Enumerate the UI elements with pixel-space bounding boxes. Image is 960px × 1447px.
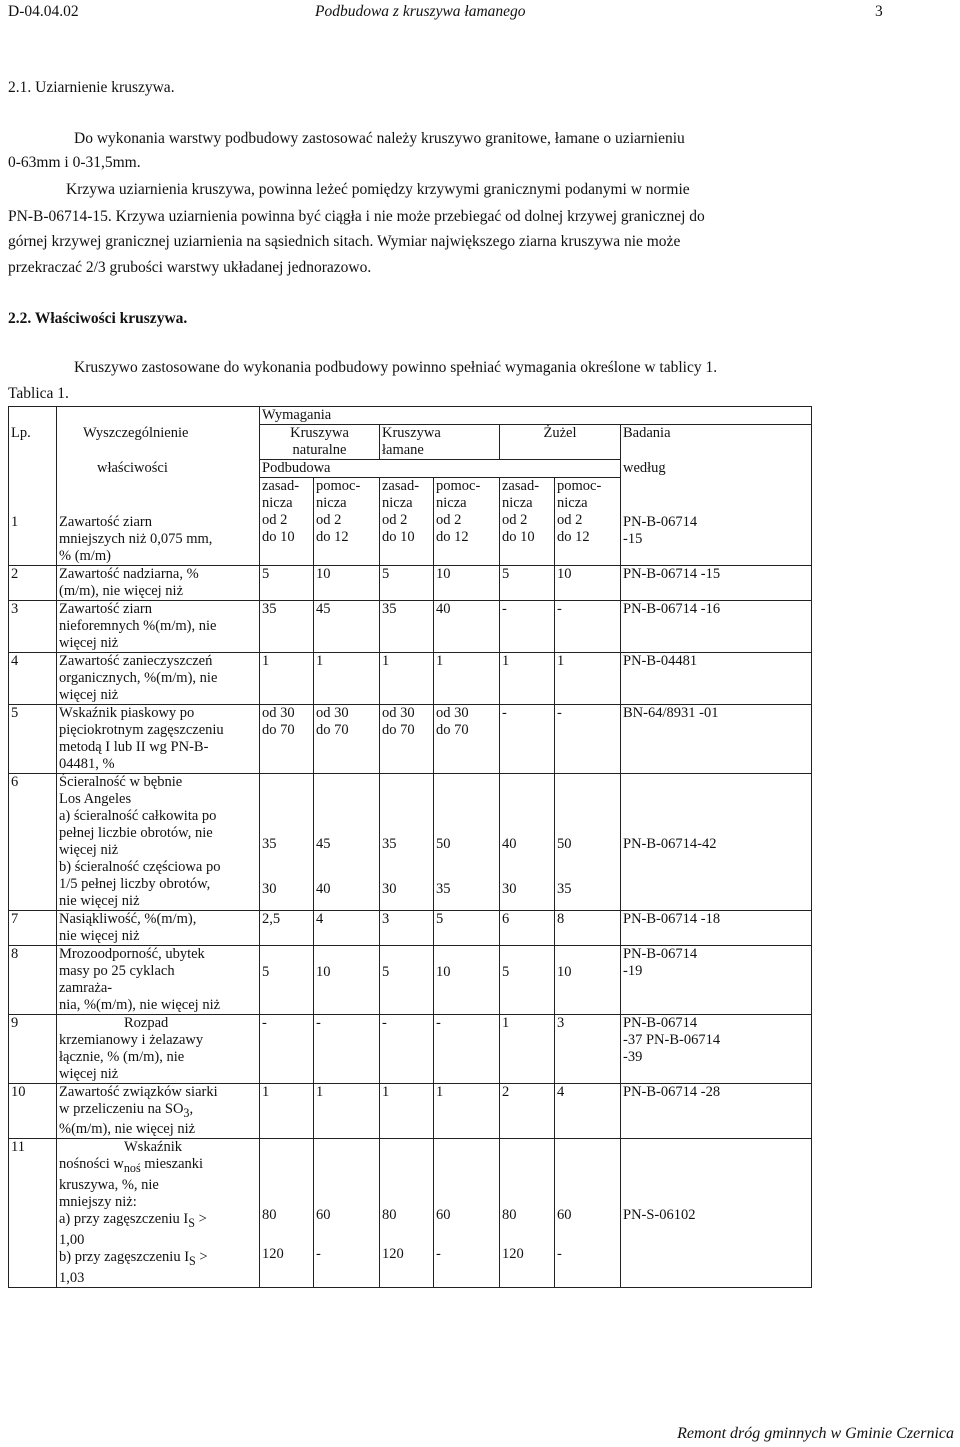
table-row: [9, 1139, 812, 1288]
table-cell: 1: [260, 652, 314, 704]
table-row: [9, 910, 812, 945]
table-cell: 2,5: [260, 910, 314, 945]
page-number: 3: [875, 3, 883, 20]
table-cell: 9: [9, 1014, 57, 1083]
header-lp: Lp.: [9, 425, 57, 460]
table-cell: 2: [9, 565, 57, 600]
header-podbudowa: Podbudowa: [260, 460, 621, 478]
table-cell: -: [380, 1014, 434, 1083]
table-cell: PN-B-06714 -16: [621, 600, 812, 652]
table-cell: 5: [260, 565, 314, 600]
table-cell: 5: [500, 565, 555, 600]
paragraph-line: Do wykonania warstwy podbudowy zastosować należy kruszywo granitowe, łamane o uziarnieniu: [74, 130, 685, 147]
header-kruszywa-lamane: Kruszywa łamane: [380, 425, 500, 460]
table-cell: 10: [434, 565, 500, 600]
header-wyszczegolnienie: Wyszczególnienie: [57, 425, 260, 460]
table-cell: od 30 do 70: [260, 704, 314, 773]
table-cell: 8: [9, 945, 57, 1014]
table-cell: 50 35: [555, 773, 621, 910]
table-cell: od 30 do 70: [380, 704, 434, 773]
header-kruszywa-naturalne: Kruszywa naturalne: [260, 425, 380, 460]
table-cell: 10: [314, 565, 380, 600]
table-cell: 4: [9, 652, 57, 704]
requirements-table: [8, 406, 812, 1288]
page-footer: Remont dróg gminnych w Gminie Czernica: [677, 1425, 954, 1442]
table-header-row: [9, 425, 812, 460]
table-cell: 5: [260, 945, 314, 1014]
table-caption: Tablica 1.: [8, 385, 69, 402]
table-cell: 80 120: [260, 1139, 314, 1288]
table-cell: 10: [555, 565, 621, 600]
table-cell: 6: [9, 773, 57, 910]
table-row: [9, 478, 812, 566]
table-cell: 3: [9, 600, 57, 652]
table-cell: -: [500, 704, 555, 773]
header-zuzel: Żużel: [500, 425, 621, 460]
header-wymagania: Wymagania: [260, 407, 812, 425]
header-wlasciwosci: właściwości: [57, 460, 260, 478]
table-row: [9, 1014, 812, 1083]
table-cell: 40 30: [500, 773, 555, 910]
table-cell: -: [434, 1014, 500, 1083]
row-description: Zawartość ziarn mniejszych niż 0,075 mm, % (m/m): [57, 478, 260, 566]
table-cell: Zawartość nadziarna, % (m/m), nie więcej niż: [57, 565, 260, 600]
table-header-row: [9, 407, 812, 425]
table-cell: 1: [314, 1083, 380, 1139]
table-cell: 80 120: [500, 1139, 555, 1288]
table-cell: 4: [555, 1083, 621, 1139]
table-row: [9, 945, 812, 1014]
paragraph-line: górnej krzywej granicznej uziarnienia na sąsiednich sitach. Wymiar największego ziarna kruszywa nie może: [8, 233, 681, 250]
table-cell: 10: [555, 945, 621, 1014]
table-cell: Wskaźnik nośności $w_{noś}$ mieszanki kruszywa, %, nie mniejszy niż: a) przy zagęszczeniu $I_S$ > 1,00 b) przy zagęszczeniu $I_S$ > 1,03: [57, 1139, 260, 1288]
header-wedlug: według: [621, 460, 812, 478]
table-cell: 6: [500, 910, 555, 945]
table-cell: PN-S-06102: [621, 1139, 812, 1288]
table-cell: 1: [434, 652, 500, 704]
table-cell: 7: [9, 910, 57, 945]
table-cell: 1: [380, 652, 434, 704]
table-cell: 10: [434, 945, 500, 1014]
table-cell: 1: [555, 652, 621, 704]
page-header: [8, 3, 920, 25]
table-cell: 1: [260, 1083, 314, 1139]
table-cell: [57, 407, 260, 425]
table-cell: PN-B-04481: [621, 652, 812, 704]
table-cell: pomoc- nicza od 2 do 12: [434, 478, 500, 566]
table-cell: 40: [434, 600, 500, 652]
table-cell: Zawartość zanieczyszczeń organicznych, %(m/m), nie więcej niż: [57, 652, 260, 704]
table-cell: 5: [9, 704, 57, 773]
table-row: [9, 773, 812, 910]
paragraph-line: przekraczać 2/3 grubości warstwy układanej jednorazowo.: [8, 259, 372, 276]
section-heading-2-2: 2.2. Właściwości kruszywa.: [8, 310, 188, 327]
table-cell: zasad- nicza od 2 do 10: [380, 478, 434, 566]
table-cell: 35 30: [380, 773, 434, 910]
table-cell: 35: [380, 600, 434, 652]
paragraph-line: Krzywa uziarnienia kruszywa, powinna leżeć pomiędzy krzywymi granicznymi podanymi w normie: [66, 181, 690, 198]
table-cell: 5: [380, 565, 434, 600]
table-cell: 1: [434, 1083, 500, 1139]
table-cell: 45: [314, 600, 380, 652]
document-code: D-04.04.02: [8, 3, 79, 20]
table-header-row: [9, 460, 812, 478]
table-cell: 60 -: [434, 1139, 500, 1288]
table-cell: PN-B-06714 -15: [621, 565, 812, 600]
table-cell: 10: [9, 1083, 57, 1139]
table-row: [9, 1083, 812, 1139]
table-cell: [9, 460, 57, 478]
table-cell: pomoc- nicza od 2 do 12: [555, 478, 621, 566]
table-cell: 35 30: [260, 773, 314, 910]
table-cell: Mrozoodporność, ubytek masy po 25 cyklach zamraża- nia, %(m/m), nie więcej niż: [57, 945, 260, 1014]
table-cell: Zawartość ziarn nieforemnych %(m/m), nie więcej niż: [57, 600, 260, 652]
table-cell: pomoc- nicza od 2 do 12: [314, 478, 380, 566]
table-cell: od 30 do 70: [314, 704, 380, 773]
table-cell: Wskaźnik piaskowy po pięciokrotnym zagęszczeniu metodą I lub II wg PN-B- 04481, %: [57, 704, 260, 773]
table-row: [9, 600, 812, 652]
table-cell: PN-B-06714-42: [621, 773, 812, 910]
table-cell: Rozpad krzemianowy i żelazawy łącznie, % (m/m), nie więcej niż: [57, 1014, 260, 1083]
table-cell: 80 120: [380, 1139, 434, 1288]
paragraph-line: PN-B-06714-15. Krzywa uziarnienia powinna być ciągła i nie może przebiegać od dolnej krzywej granicznej do: [8, 208, 705, 225]
table-cell: Zawartość związków siarki w przeliczeniu na $SO_3$, %(m/m), nie więcej niż: [57, 1083, 260, 1139]
table-cell: 1: [500, 652, 555, 704]
table-cell: 45 40: [314, 773, 380, 910]
table-cell: -: [555, 600, 621, 652]
table-cell: 8: [555, 910, 621, 945]
table-cell: -: [260, 1014, 314, 1083]
table-cell: 35: [260, 600, 314, 652]
table-cell: PN-B-06714 -18: [621, 910, 812, 945]
table-cell: 5: [434, 910, 500, 945]
table-cell: zasad- nicza od 2 do 10: [500, 478, 555, 566]
table-cell: Nasiąkliwość, %(m/m), nie więcej niż: [57, 910, 260, 945]
paragraph-line: Kruszywo zastosowane do wykonania podbudowy powinno spełniać wymagania określone w tablicy 1.: [74, 359, 718, 376]
paragraph-line: 0-63mm i 0-31,5mm.: [8, 154, 141, 171]
section-heading-2-1: 2.1. Uziarnienie kruszywa.: [8, 79, 175, 96]
table-cell: Ścieralność w bębnie Los Angeles a) ścieralność całkowita po pełnej liczbie obrotów, nie więcej niż b) ścieralność częściowa po 1/5 pełnej liczby obrotów, nie więcej niż: [57, 773, 260, 910]
table-cell: 2: [500, 1083, 555, 1139]
document-title: Podbudowa z kruszywa łamanego: [315, 3, 526, 20]
table-cell: -: [500, 600, 555, 652]
table-cell: PN-B-06714 -37 PN-B-06714 -39: [621, 1014, 812, 1083]
table-cell: zasad- nicza od 2 do 10: [260, 478, 314, 566]
table-cell: 3: [380, 910, 434, 945]
table-cell: 1: [500, 1014, 555, 1083]
table-cell: 60 -: [314, 1139, 380, 1288]
header-badania: Badania: [621, 425, 812, 460]
table-cell: -: [555, 704, 621, 773]
table-cell: PN-B-06714 -19: [621, 945, 812, 1014]
table-cell: 50 35: [434, 773, 500, 910]
table-cell: od 30 do 70: [434, 704, 500, 773]
table-row: [9, 704, 812, 773]
table-cell: 1: [380, 1083, 434, 1139]
table-cell: -: [314, 1014, 380, 1083]
table-cell: 5: [500, 945, 555, 1014]
table-cell: 3: [555, 1014, 621, 1083]
table-cell: [9, 407, 57, 425]
table-cell: PN-B-06714 -15: [621, 478, 812, 566]
table-cell: 1: [314, 652, 380, 704]
table-cell: 11: [9, 1139, 57, 1288]
table-cell: PN-B-06714 -28: [621, 1083, 812, 1139]
table-row: [9, 565, 812, 600]
table-cell: 60 -: [555, 1139, 621, 1288]
table-row: [9, 652, 812, 704]
table-cell: 10: [314, 945, 380, 1014]
table-cell: BN-64/8931 -01: [621, 704, 812, 773]
table-cell: 5: [380, 945, 434, 1014]
table-cell: 1: [9, 478, 57, 566]
table-cell: 4: [314, 910, 380, 945]
